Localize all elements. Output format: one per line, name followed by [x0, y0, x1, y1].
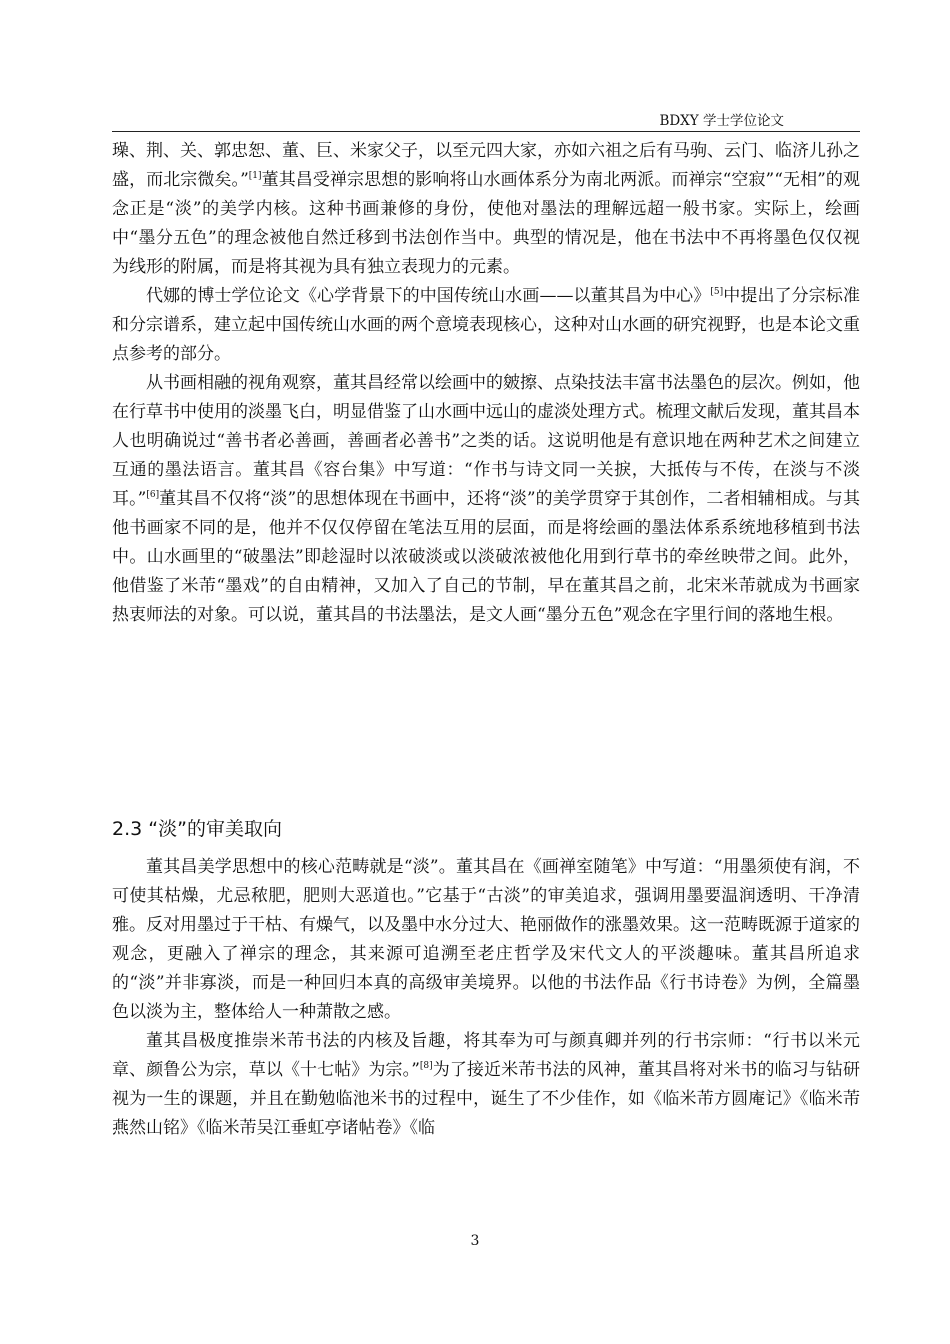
paragraph-text: 董其昌受禅宗思想的影响将山水画体系分为南北两派。而禅宗“空寂”“无相”的观念正是“淡”的美学内核。这种书画兼修的身份，使他对墨法的理解远超一般书家。实际上，绘画中“墨分五色”的理念被他自然迁移到书法创作当中。典型的情况是，他在书法中不再将墨色仅仅视为线形的附属，而是将其视为具有独立表现力的元素。 — [112, 170, 860, 277]
page-number: 3 — [470, 1233, 480, 1249]
citation-ref: [8] — [419, 1061, 433, 1071]
section-a-body — [112, 137, 860, 630]
paragraph-text: 董其昌不仅将“淡”的思想体现在书画中，还将“淡”的美学贯穿于其创作，二者相辅相成。与其他书画家不同的是，他并不仅仅停留在笔法互用的层面，而是将绘画的墨法体系系统地移植到书法中。山水画里的“破墨法”即趁湿时以浓破淡或以淡破浓被他化用到行草书的牵丝映带之间。此外，他借鉴了米芾“墨戏”的自由精神，又加入了自己的节制，早在董其昌之前，北宋米芾就成为书画家热衷师法的对象。可以说，董其昌的书法墨法，是文人画“墨分五色”观念在字里行间的落地生根。 — [112, 489, 860, 625]
paragraph-text: 董其昌美学思想中的核心范畴就是“淡”。董其昌在《画禅室随笔》中写道：“用墨须使有润，不可使其枯燥，尤忌秾肥，肥则大恶道也。”它基于“古淡”的审美追求，强调用墨要温润透明、干净清雅。反对用墨过于干枯、有燥气，以及墨中水分过大、艳丽做作的涨墨效果。这一范畴既源于道家的观念，更融入了禅宗的理念，其来源可追溯至老庄哲学及宋代文人的平淡趣味。董其昌所追求的“淡”并非寡淡，而是一种回归本真的高级审美境界。以他的书法作品《行书诗卷》为例，全篇墨色以淡为主，整体给人一种萧散之感。 — [112, 857, 860, 1022]
citation-ref: [6] — [146, 490, 160, 500]
paragraph — [112, 853, 860, 1027]
paragraph — [112, 1027, 860, 1143]
section-heading: 2.3 “淡”的审美取向 — [112, 818, 282, 840]
paragraph-text: 从书画相融的视角观察，董其昌经常以绘画中的皴擦、点染技法丰富书法墨色的层次。例如，他在行草书中使用的淡墨飞白，明显借鉴了山水画中远山的虚淡处理方式。梳理文献后发现，董其昌本人也明确说过“善书者必善画，善画者必善书”之类的话。这说明他是有意识地在两种艺术之间建立互通的墨法语言。董其昌《容台集》中写道：“作书与诗文同一关捩，大抵传与不传，在淡与不淡耳。” — [112, 373, 860, 509]
citation-ref: [5] — [710, 287, 724, 297]
paragraph-text: 董其昌极度推崇米芾书法的内核及旨趣，将其奉为可与颜真卿并列的行书宗师：“行书以米元章、颜鲁公为宗，草以《十七帖》为宗。” — [112, 1031, 860, 1080]
paragraph-text: 中提出了分宗标准和分宗谱系，建立起中国传统山水画的两个意境表现核心，这种对山水画的研究视野，也是本论文重点参考的部分。 — [112, 286, 861, 364]
section-b-body — [112, 853, 860, 1143]
paragraph — [112, 282, 860, 369]
paragraph-continued — [112, 137, 860, 282]
header-rule — [112, 131, 860, 132]
citation-ref: [1] — [248, 171, 262, 181]
paragraph-text: 为了接近米芾书法的风神，董其昌将对米书的临习与钻研视为一生的课题，并且在勤勉临池米书的过程中，诞生了不少佳作，如《临米芾方圆庵记》《临米芾燕然山铭》《临米芾吴江垂虹亭诸帖卷》《临 — [112, 1060, 860, 1138]
paragraph-text: 代娜的博士学位论文《心学背景下的中国传统山水画——以董其昌为中心》 — [146, 286, 711, 306]
paragraph — [112, 369, 860, 630]
paragraph-text: 璪、荆、关、郭忠恕、董、巨、米家父子，以至元四大家，亦如六祖之后有马驹、云门、临济儿孙之盛，而北宗微矣。” — [112, 141, 860, 190]
running-header: BDXY 学士学位论文 — [659, 113, 784, 129]
